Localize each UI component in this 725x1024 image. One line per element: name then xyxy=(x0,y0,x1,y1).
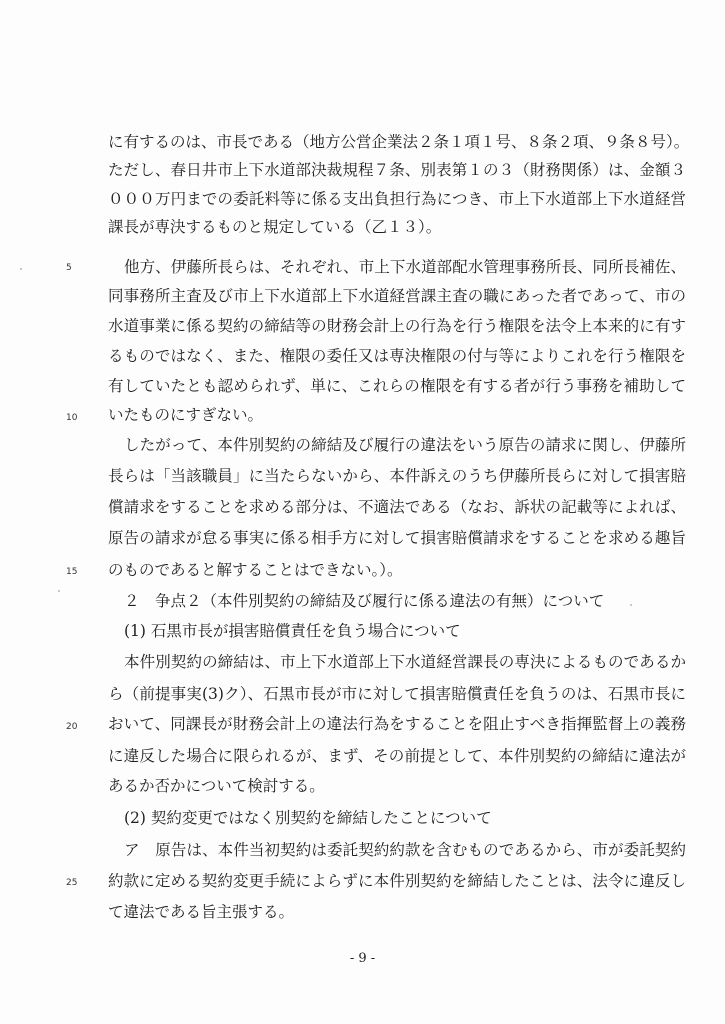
body-line-8: るものではなく、また、権限の委任又は専決権限の付与等によりこれを行う権限を xyxy=(108,347,686,365)
body-line-21: に違反した場合に限られるが、まず、その前提として、本件別契約の締結に違法が xyxy=(108,747,686,765)
body-line-25: 約款に定める契約変更手続によらずに本件別契約を締結したことは、法令に違反し xyxy=(108,872,686,890)
subsection-heading-1: (1) 石黒市長が損害賠償責任を負う場合について xyxy=(124,622,461,640)
line-number-25: 25 xyxy=(66,878,78,888)
body-line-9: 有していたとも認められず、単に、これらの権限を有する者が行う事務を補助して xyxy=(108,377,686,395)
line-number-10: 10 xyxy=(66,413,78,423)
subsection-heading-2: (2) 契約変更ではなく別契約を締結したことについて xyxy=(124,809,492,827)
body-line-14: 原告の請求が怠る事実に係る相手方に対して損害賠償請求をすることを求める趣旨 xyxy=(108,529,686,547)
body-line-26: て違法である旨主張する。 xyxy=(108,903,295,921)
body-line-22: あるか否かについて検討する。 xyxy=(108,777,325,795)
scan-speck xyxy=(58,590,60,592)
line-number-5: 5 xyxy=(66,263,72,273)
body-line-2: ただし、春日井市上下水道部決裁規程７条、別表第１の３（財務関係）は、金額３ xyxy=(108,161,686,179)
body-line-13: 償請求をすることを求める部分は、不適法である（なお、訴状の記載等によれば、 xyxy=(108,498,686,516)
scan-speck xyxy=(20,268,22,270)
body-line-12: 長らは「当該職員」に当たらないから、本件訴えのうち伊藤所長らに対して損害賠 xyxy=(108,467,686,485)
body-line-10: いたものにすぎない。 xyxy=(108,406,264,424)
body-line-24: ア 原告は、本件当初契約は委託契約約款を含むものであるから、市が委託契約 xyxy=(124,841,686,859)
body-line-15: のものであると解することはできない。）。 xyxy=(108,561,403,579)
page-number: - 9 - xyxy=(349,951,376,966)
body-line-5: 他方、伊藤所長らは、それぞれ、市上下水道部配水管理事務所長、同所長補佐、 xyxy=(124,258,686,276)
body-line-19: ら（前提事実(3)ク）、石黒市長が市に対して損害賠償責任を負うのは、石黒市長に xyxy=(108,685,686,703)
body-line-3: ０００万円までの委託料等に係る支出負担行為につき、市上下水道部上下水道経営 xyxy=(108,190,686,208)
body-line-1: に有するのは、市長である（地方公営企業法２条１項１号、８条２項、９条８号）。 xyxy=(108,133,690,151)
body-line-6: 同事務所主査及び市上下水道部上下水道経営課主査の職にあった者であって、市の xyxy=(108,287,686,305)
line-number-20: 20 xyxy=(66,722,78,732)
scan-speck xyxy=(630,604,632,606)
section-heading-2: ２ 争点２（本件別契約の締結及び履行に係る違法の有無）について xyxy=(124,592,605,610)
line-number-15: 15 xyxy=(66,567,78,577)
body-line-7: 水道事業に係る契約の締結等の財務会計上の行為を行う権限を法令上本来的に有す xyxy=(108,317,686,335)
body-line-18: 本件別契約の締結は、市上下水道部上下水道経営課長の専決によるものであるか xyxy=(124,653,686,671)
body-line-20: おいて、同課長が財務会計上の違法行為をすることを阻止すべき指揮監督上の義務 xyxy=(108,715,686,733)
body-line-11: したがって、本件別契約の締結及び履行の違法をいう原告の請求に関し、伊藤所 xyxy=(124,436,686,454)
body-line-4: 課長が専決するものと規定している（乙１３）。 xyxy=(108,218,442,236)
